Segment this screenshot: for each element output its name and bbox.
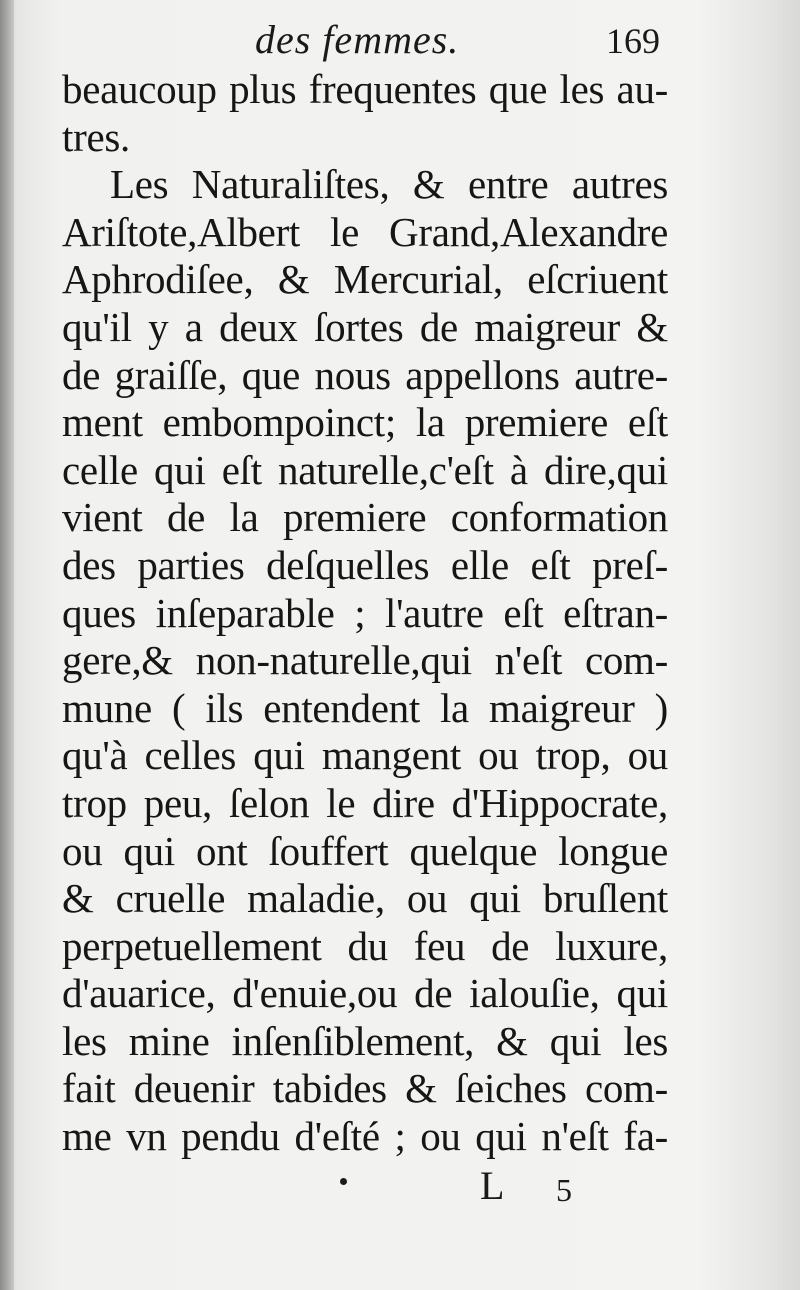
text-line: me vn pendu d'eſté ; ou qui n'eſt fa- (62, 1113, 668, 1160)
text-line: celle qui eſt naturelle,c'eſt à dire,qui (62, 446, 668, 493)
text-line: Les Naturaliſtes, & entre autres (110, 161, 668, 208)
page-gutter-shadow (0, 0, 14, 1290)
text-line: les mine inſenſiblement, & qui les (62, 1017, 668, 1064)
page-footer (0, 1160, 800, 1220)
text-line: vient de la premiere conformation (62, 494, 668, 541)
page-header (0, 12, 800, 72)
text-line: perpetuellement du feu de luxure, (62, 922, 668, 969)
ink-dot-mark (340, 1178, 347, 1185)
page-number: 169 (606, 21, 660, 61)
text-line: ou qui ont ſouffert quelque longue (62, 827, 668, 874)
text-line: & cruelle maladie, ou qui bruſlent (62, 875, 668, 922)
signature-number: 5 (556, 1172, 572, 1208)
text-line: gere,& non-naturelle,qui n'eſt com- (62, 637, 668, 684)
body-text (62, 66, 668, 1161)
text-line: ment embompoinct; la premiere eſt (62, 399, 668, 446)
text-line: fait deuenir tabides & ſeiches com- (62, 1065, 668, 1112)
text-line: de graiſſe, que nous appellons autre- (62, 351, 668, 398)
text-line: tres. (62, 113, 130, 160)
text-line: ques inſeparable ; l'autre eſt eſtran- (62, 589, 668, 636)
text-line: qu'il y a deux ſortes de maigreur & (62, 303, 668, 350)
running-title: des femmes. (255, 17, 460, 62)
text-line: Aphrodiſee, & Mercurial, eſcriuent (62, 256, 668, 303)
signature-mark: L (480, 1163, 505, 1208)
text-line: trop peu, ſelon le dire d'Hippocrate, (62, 779, 668, 826)
text-line: des parties deſquelles elle eſt preſ- (62, 541, 668, 588)
text-line: mune ( ils entendent la maigreur ) (62, 684, 668, 731)
text-line: beaucoup plus frequentes que les au- (62, 66, 668, 112)
text-line: Ariſtote,Albert le Grand,Alexandre (62, 208, 668, 255)
text-line: d'auarice, d'enuie,ou de ialouſie, qui (62, 970, 668, 1017)
text-line: qu'à celles qui mangent ou trop, ou (62, 732, 668, 779)
